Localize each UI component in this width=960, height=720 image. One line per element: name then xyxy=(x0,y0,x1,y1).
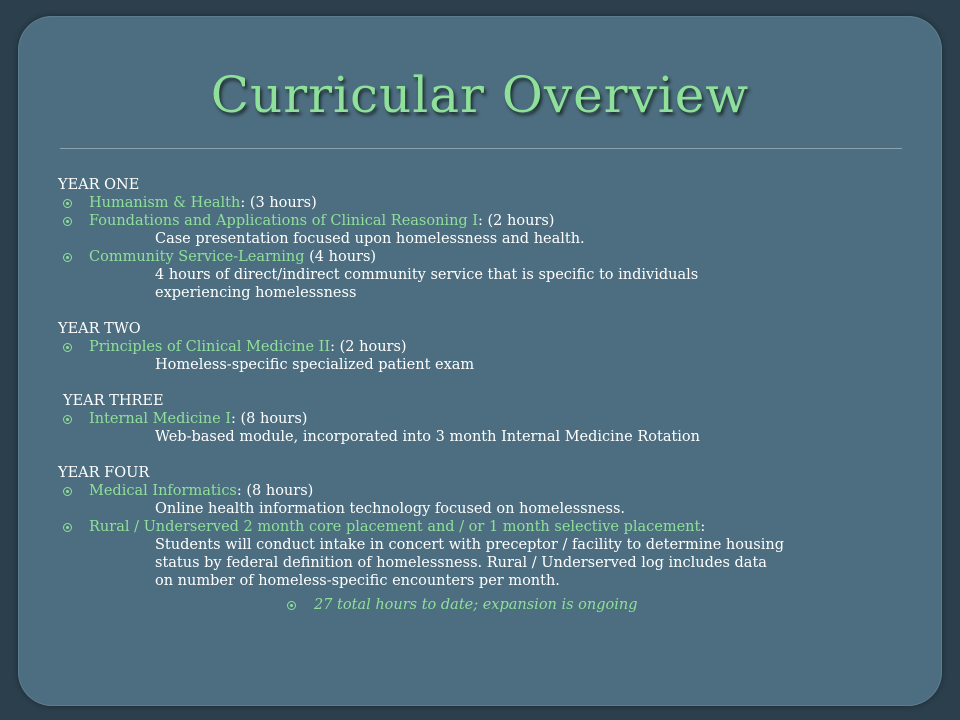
course-name: Medical Informatics xyxy=(89,483,237,499)
course-hours: : (3 hours) xyxy=(240,195,317,211)
curriculum-content xyxy=(58,176,918,614)
circle-bullet-icon xyxy=(60,410,74,428)
spacer xyxy=(58,374,918,392)
year-one-heading: YEAR ONE xyxy=(58,177,140,193)
course-detail: Web-based module, incorporated into 3 month Internal Medicine Rotation xyxy=(155,429,700,445)
year-four-heading: YEAR FOUR xyxy=(58,465,150,481)
course-detail: Students will conduct intake in concert with preceptor / facility to determine housing xyxy=(155,537,785,553)
list-item xyxy=(58,248,918,266)
year-three-heading: YEAR THREE xyxy=(63,393,164,409)
list-item xyxy=(58,482,918,500)
course-detail: Online health information technology focused on homelessness. xyxy=(155,501,625,517)
course-hours: (4 hours) xyxy=(304,249,377,265)
slide-title: Curricular Overview xyxy=(210,66,750,124)
course-name: Community Service-Learning xyxy=(89,249,305,265)
course-detail: status by federal definition of homelessness. Rural / Underserved log includes data xyxy=(155,555,767,571)
circle-bullet-icon xyxy=(60,248,74,266)
circle-bullet-icon xyxy=(284,596,298,614)
title-divider xyxy=(60,148,902,149)
circle-bullet-icon xyxy=(60,518,74,536)
course-name: Humanism & Health xyxy=(89,195,241,211)
circle-bullet-icon xyxy=(60,338,74,356)
spacer xyxy=(58,302,918,320)
list-item xyxy=(58,194,918,212)
course-name: Foundations and Applications of Clinical Reasoning I xyxy=(89,213,479,229)
course-name: Principles of Clinical Medicine II xyxy=(89,339,331,355)
year-two-heading: YEAR TWO xyxy=(58,321,141,337)
circle-bullet-icon xyxy=(60,212,74,230)
list-item xyxy=(58,212,918,230)
course-hours: : (8 hours) xyxy=(236,483,314,499)
circle-bullet-icon xyxy=(60,194,74,212)
list-item xyxy=(58,410,918,428)
course-hours: : (2 hours) xyxy=(330,339,407,355)
summary-line xyxy=(58,596,918,614)
circle-bullet-icon xyxy=(60,482,74,500)
spacer xyxy=(58,446,918,464)
course-hours: : (8 hours) xyxy=(231,411,308,427)
list-item xyxy=(58,518,918,536)
course-detail: on number of homeless-specific encounters per month. xyxy=(155,573,560,589)
course-hours: : xyxy=(700,519,706,535)
course-name: Rural / Underserved 2 month core placement and / or 1 month selective placement xyxy=(89,519,701,535)
summary-text: 27 total hours to date; expansion is ongoing xyxy=(314,597,638,613)
course-detail: experiencing homelessness xyxy=(155,285,357,301)
list-item xyxy=(58,338,918,356)
course-detail: Case presentation focused upon homelessness and health. xyxy=(155,231,585,247)
course-name: Internal Medicine I xyxy=(89,411,231,427)
course-hours: : (2 hours) xyxy=(478,213,555,229)
course-detail: 4 hours of direct/indirect community service that is specific to individuals xyxy=(155,267,699,283)
course-detail: Homeless-specific specialized patient exam xyxy=(155,357,475,373)
